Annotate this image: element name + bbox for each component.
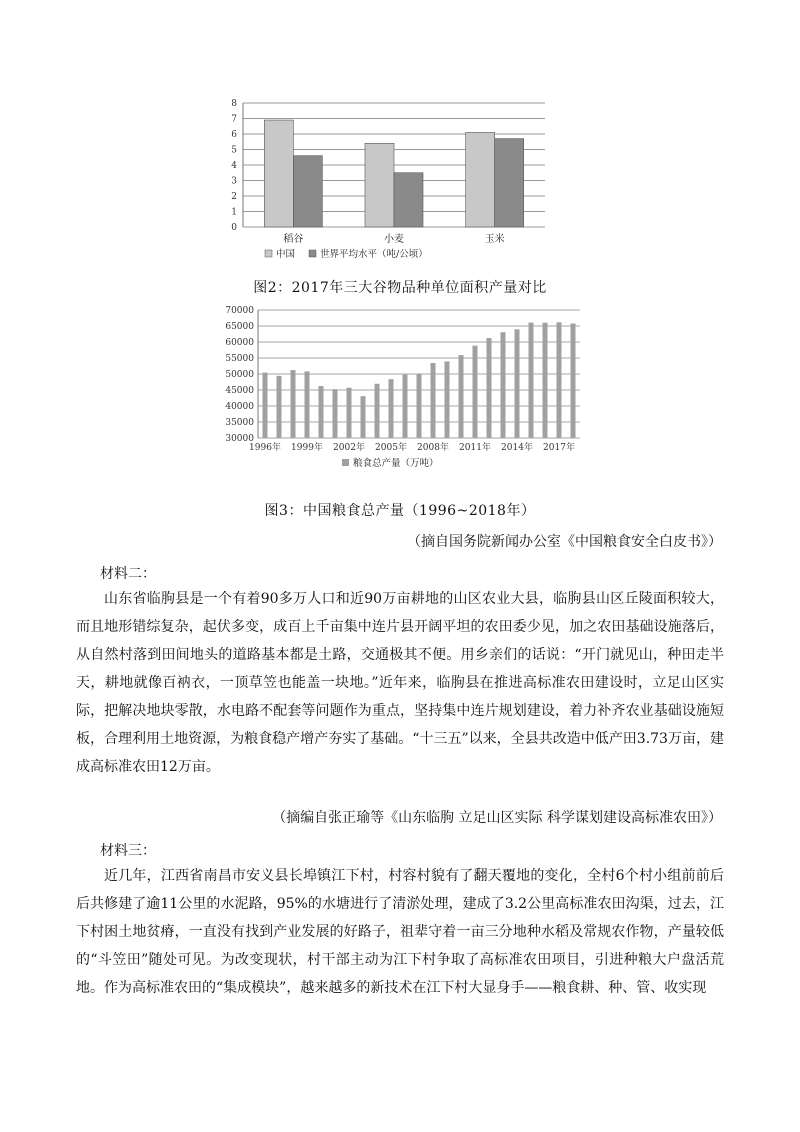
bar bbox=[445, 361, 450, 438]
bar bbox=[557, 322, 562, 438]
x-tick-label: 2011年 bbox=[459, 443, 491, 453]
bar bbox=[515, 329, 520, 438]
grain-yield-chart bbox=[225, 95, 585, 270]
bar bbox=[571, 323, 576, 438]
bar bbox=[375, 384, 380, 438]
bar bbox=[361, 396, 366, 438]
y-tick-label: 6 bbox=[231, 130, 237, 140]
y-tick-label: 5 bbox=[231, 145, 237, 156]
x-tick-label: 2002年 bbox=[333, 443, 365, 453]
bar bbox=[466, 132, 495, 227]
bar bbox=[389, 379, 394, 438]
legend-label: 世界平均水平（吨/公顷） bbox=[320, 249, 428, 260]
bar bbox=[293, 156, 322, 227]
y-tick-label: 65000 bbox=[225, 322, 254, 332]
y-tick-label: 8 bbox=[231, 99, 237, 109]
bar bbox=[403, 375, 408, 438]
bar bbox=[319, 386, 324, 438]
material2-source: （摘编自张正瑜等《山东临朐 立足山区实际 科学谋划建设高标准农田》） bbox=[272, 810, 722, 826]
bar bbox=[543, 323, 548, 438]
legend-swatch bbox=[309, 250, 316, 257]
legend-label: 粮食总产量（万吨） bbox=[353, 458, 439, 469]
y-tick-label: 1 bbox=[231, 207, 237, 218]
y-tick-label: 0 bbox=[231, 223, 237, 233]
bar bbox=[291, 370, 296, 438]
x-tick-label: 2005年 bbox=[375, 443, 407, 453]
material3-paragraph: 近几年，江西省南昌市安义县长埠镇江下村，村容村貌有了翻天覆地的变化，全村6个村小组前前后后共修建了逾11公里的水泥路，95%的水塘进行了清淤处理，建成了3.2公里高标准农田沟渠，过去，江下村困土地贫瘠，一直没有找到产业发展的好路子，祖辈守着一亩三分地种水稻及常规农作物，产量较低的“斗笠田”随处可见。为改变现状，村干部主动为江下村争取了高标准农田项目，引进种粮大户盘活荒地。作为高标准农田的“集成模块”，越来越多的新技术在江下村大显身手——粮食耕、种、管、收实现 bbox=[76, 868, 724, 996]
y-tick-label: 2 bbox=[231, 192, 237, 202]
material3-heading: 材料三： bbox=[100, 843, 156, 859]
x-tick-label: 1996年 bbox=[249, 443, 281, 453]
total-grain-output-chart-svg bbox=[210, 304, 590, 482]
x-tick-label: 1999年 bbox=[291, 443, 323, 453]
y-tick-label: 50000 bbox=[225, 370, 254, 380]
legend-swatch bbox=[265, 250, 272, 257]
y-tick-label: 3 bbox=[231, 176, 237, 187]
bar bbox=[487, 338, 492, 438]
x-tick-label: 稻谷 bbox=[283, 234, 304, 245]
x-tick-label: 2008年 bbox=[417, 443, 449, 453]
bar bbox=[264, 120, 293, 227]
y-tick-label: 7 bbox=[231, 114, 237, 125]
legend-swatch bbox=[342, 459, 349, 466]
y-tick-label: 40000 bbox=[225, 402, 254, 412]
bar bbox=[305, 371, 310, 438]
y-tick-label: 45000 bbox=[225, 386, 254, 396]
total-grain-output-chart bbox=[210, 304, 590, 482]
x-tick-label: 玉米 bbox=[484, 234, 505, 245]
bar bbox=[417, 373, 422, 438]
x-tick-label: 2017年 bbox=[543, 443, 575, 453]
y-tick-label: 30000 bbox=[225, 434, 254, 444]
bar bbox=[431, 363, 436, 438]
x-tick-label: 2014年 bbox=[501, 443, 533, 453]
y-tick-label: 55000 bbox=[225, 354, 254, 364]
bar bbox=[473, 346, 478, 438]
y-tick-label: 60000 bbox=[225, 338, 254, 348]
bar bbox=[394, 173, 423, 227]
material2-heading: 材料二： bbox=[100, 566, 156, 582]
material2-paragraph: 山东省临朐县是一个有着90多万人口和近90万亩耕地的山区农业大县，临朐县山区丘陵面积较大，而且地形错综复杂，起伏多变，成百上千亩集中连片县开阔平坦的农田委少见，加之农田基础设施落后，从自然村落到田间地头的道路基本都是土路，交通极其不便。用乡亲们的话说：“开门就见山，种田走半天，耕地就像百衲衣，一顶草笠也能盖一块地。”近年来，临朐县在推进高标准农田建设时，立足山区实际，把解决地块零散，水电路不配套等问题作为重点，坚持集中连片规划建设，着力补齐农业基础设施短板，合理利用土地资源，为粮食稳产增产夯实了基础。“十三五”以来，全县共改造中低产田3.73万亩，建成高标准农田12万亩。 bbox=[76, 591, 724, 775]
bar bbox=[365, 143, 394, 227]
bar bbox=[333, 389, 338, 438]
y-tick-label: 35000 bbox=[225, 418, 254, 428]
bar bbox=[529, 323, 534, 438]
x-tick-label: 小麦 bbox=[384, 234, 404, 245]
legend-label: 中国 bbox=[276, 249, 296, 260]
bar bbox=[347, 388, 352, 438]
source-citation-1: （摘自国务院新闻办公室《中国粮食安全白皮书》） bbox=[407, 534, 722, 550]
bar bbox=[495, 139, 524, 227]
bar bbox=[501, 332, 506, 438]
bar bbox=[277, 376, 282, 438]
y-tick-label: 70000 bbox=[225, 306, 254, 316]
bar bbox=[459, 355, 464, 438]
bar bbox=[263, 373, 268, 438]
grain-yield-chart-svg bbox=[225, 95, 585, 270]
figure2-caption: 图2：2017年三大谷物品种单位面积产量对比 bbox=[253, 280, 547, 296]
figure3-caption: 图3：中国粮食总产量（1996~2018年） bbox=[264, 503, 536, 519]
y-tick-label: 4 bbox=[231, 161, 237, 171]
